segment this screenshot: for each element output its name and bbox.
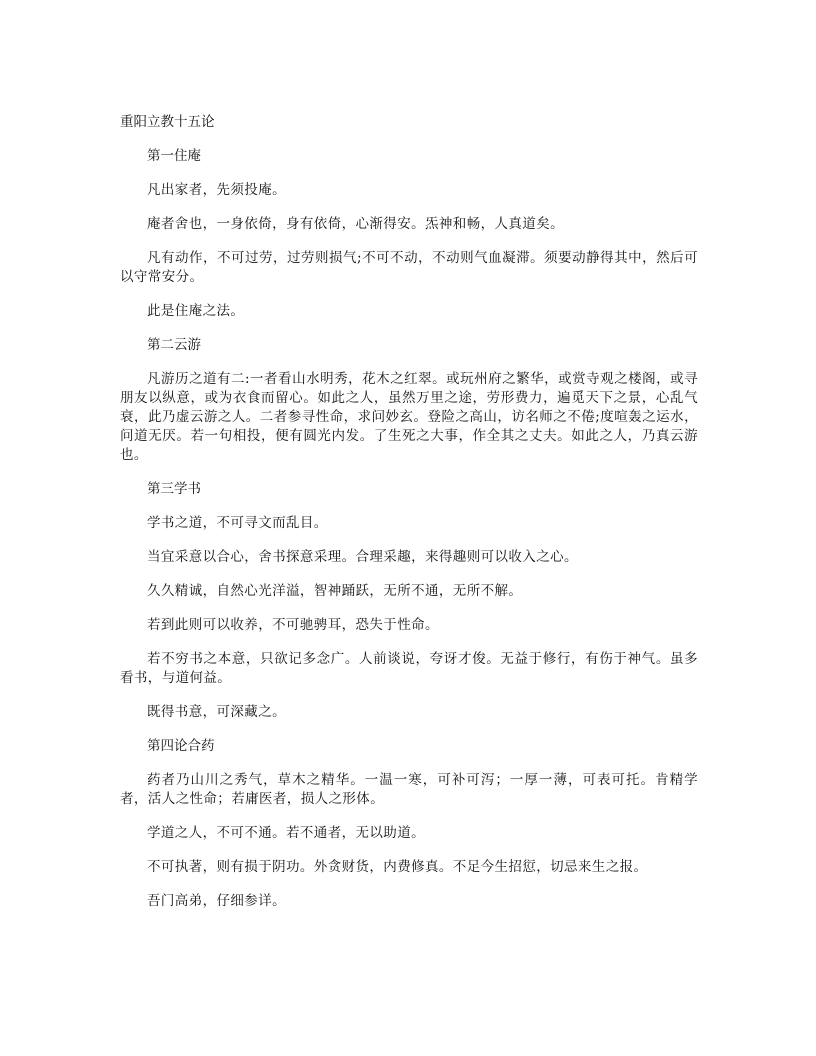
paragraph: 既得书意，可深藏之。 [147, 704, 286, 720]
section-xue-shu [120, 480, 698, 722]
section-heading: 第二云游 [147, 337, 201, 353]
section-heading: 第三学书 [147, 481, 201, 497]
paragraph: 药者乃山川之秀气，草木之精华。一温一寒，可补可泻；一厚一薄，可表可托。肯精学者，活人之性命；若庸医者，损人之形体。 [120, 772, 698, 807]
paragraph: 若不穷书之本意，只欲记多念广。人前谈说，夸讶才俊。无益于修行，有伤于神气。虽多看书，与道何益。 [120, 651, 698, 686]
section-yun-you [120, 336, 698, 465]
document-page [120, 113, 698, 926]
paragraph: 当宜采意以合心，舍书探意采理。合理采趣，来得趣则可以收入之心。 [147, 549, 578, 565]
paragraph: 吾门高弟，仔细参详。 [147, 893, 286, 909]
paragraph: 不可执著，则有损于阴功。外贪财货，内费修真。不足今生招愆，切忌来生之报。 [147, 859, 648, 875]
section-he-yao [120, 737, 698, 911]
paragraph: 久久精诚，自然心光洋溢，智神踊跃，无所不通，无所不解。 [147, 583, 523, 599]
paragraph: 凡出家者，先须投庵。 [147, 182, 286, 198]
section-heading: 第一住庵 [147, 148, 201, 164]
document-title: 重阳立教十五论 [120, 114, 215, 130]
paragraph: 学书之道，不可寻文而乱目。 [147, 515, 328, 531]
section-zhu-an [120, 147, 698, 321]
section-heading: 第四论合药 [147, 738, 215, 754]
paragraph: 学道之人，不可不通。若不通者，无以助道。 [147, 825, 425, 841]
paragraph: 此是住庵之法。 [147, 303, 245, 319]
paragraph: 凡有动作，不可过劳，过劳则损气;不可不动，不动则气血凝滞。须要动静得其中，然后可以守常安分。 [120, 250, 698, 285]
paragraph: 凡游历之道有二:一者看山水明秀，花木之红翠。或玩州府之繁华，或赏寺观之楼阁，或寻朋友以纵意，或为衣食而留心。如此之人，虽然万里之途，劳形费力，遍觅天下之景，心乱气衰，此乃虚云游之人。二者参寻性命，求问妙玄。登险之高山，访名师之不倦;度喧轰之运水，问道无厌。若一句相投，便有圆光内发。了生死之大事，作全其之丈夫。如此之人，乃真云游也。 [120, 371, 698, 463]
paragraph: 若到此则可以收养，不可驰骋耳，恐失于性命。 [147, 617, 439, 633]
paragraph: 庵者舍也，一身依倚，身有依倚，心渐得安。炁神和畅，人真道矣。 [147, 216, 564, 232]
